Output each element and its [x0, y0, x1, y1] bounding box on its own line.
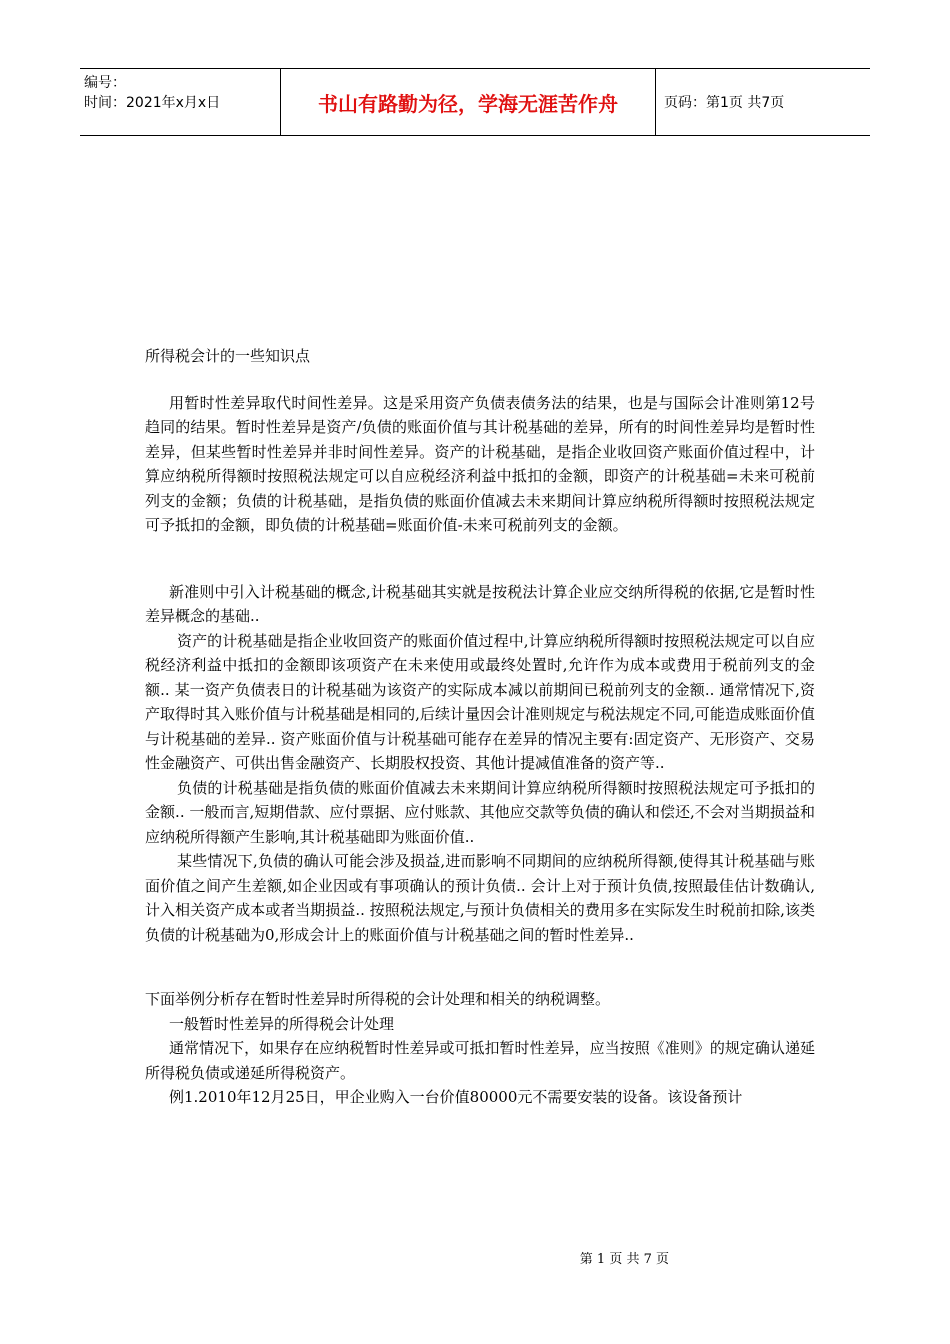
number-label: 编号：	[84, 75, 126, 91]
footer-page-number: 第 1 页 共 7 页	[579, 1252, 669, 1267]
page-label: 页码：第1页 共7页	[664, 95, 785, 111]
section-heading: 一般暂时性差异的所得税会计处理	[169, 1014, 395, 1033]
header-info-cell	[80, 69, 280, 135]
paragraph-3: 资产的计税基础是指企业收回资产的账面价值过程中,计算应纳税所得额时按照税法规定可以自应税经济利益中抵扣的金额即该项资产在未来使用或最终处置时,允许作为成本或费用于税前列支的金额.. 某一资产负债表日的计税基础为该资产的实际成本减以前期间已税前列支的金额.. 通常情况下,资产取得时其入账价值与计税基础是相同的,后续计量因会计准则规定与税法规定不同,可能造成账面价值与计税基础的差异.. 资产账面价值与计税基础可能存在差异的情况主要有:固定资产、无形资产、交易性金融资产、可供出售金融资产、长期股权投资、其他计提减值准备的资产等..	[145, 631, 815, 772]
document-body	[145, 344, 815, 1110]
header-table	[80, 68, 870, 136]
document-title: 所得税会计的一些知识点	[145, 347, 311, 365]
motto-text: 书山有路勤为径，学海无涯苦作舟	[318, 91, 618, 116]
motto-cell	[280, 69, 656, 135]
paragraph-1: 用暂时性差异取代时间性差异。这是采用资产负债表债务法的结果，也是与国际会计准则第12号趋同的结果。暂时性差异是资产/负债的账面价值与其计税基础的差异，所有的时间性差异均是暂时性差异，但某些暂时性差异并非时间性差异。资产的计税基础，是指企业收回资产账面价值过程中，计算应纳税所得额时按照税法规定可以自应税经济利益中抵扣的金额，即资产的计税基础=未来可税前列支的金额；负债的计税基础，是指负债的账面价值减去未来期间计算应纳税所得额时按照税法规定可予抵扣的金额，即负债的计税基础=账面价值-未来可税前列支的金额。	[145, 393, 815, 534]
paragraph-9: 例1.2010年12月25日，甲企业购入一台价值80000元不需要安装的设备。该设备预计	[169, 1088, 743, 1106]
paragraph-2: 新准则中引入计税基础的概念,计税基础其实就是按税法计算企业应交纳所得税的依据,它是暂时性差异概念的基础..	[145, 582, 815, 625]
paragraph-6: 下面举例分析存在暂时性差异时所得税的会计处理和相关的纳税调整。	[145, 990, 611, 1008]
paragraph-4: 负债的计税基础是指负债的账面价值减去未来期间计算应纳税所得额时按照税法规定可予抵扣的金额.. 一般而言,短期借款、应付票据、应付账款、其他应交款等负债的确认和偿还,不会对当期损益和应纳税所得额产生影响,其计税基础即为账面价值..	[145, 778, 815, 846]
paragraph-5: 某些情况下,负债的确认可能会涉及损益,进而影响不同期间的应纳税所得额,使得其计税基础与账面价值之间产生差额,如企业因或有事项确认的预计负债.. 会计上对于预计负债,按照最佳估计数确认,计入相关资产成本或者当期损益.. 按照税法规定,与预计负债相关的费用多在实际发生时税前扣除,该类负债的计税基础为0,形成会计上的账面价值与计税基础之间的暂时性差异..	[145, 852, 815, 944]
time-label: 时间：2021年x月x日	[84, 95, 221, 111]
page-info-cell	[656, 69, 870, 135]
paragraph-8: 通常情况下，如果存在应纳税暂时性差异或可抵扣暂时性差异，应当按照《准则》的规定确认递延所得税负债或递延所得税资产。	[145, 1039, 815, 1082]
page-footer	[0, 1248, 950, 1267]
